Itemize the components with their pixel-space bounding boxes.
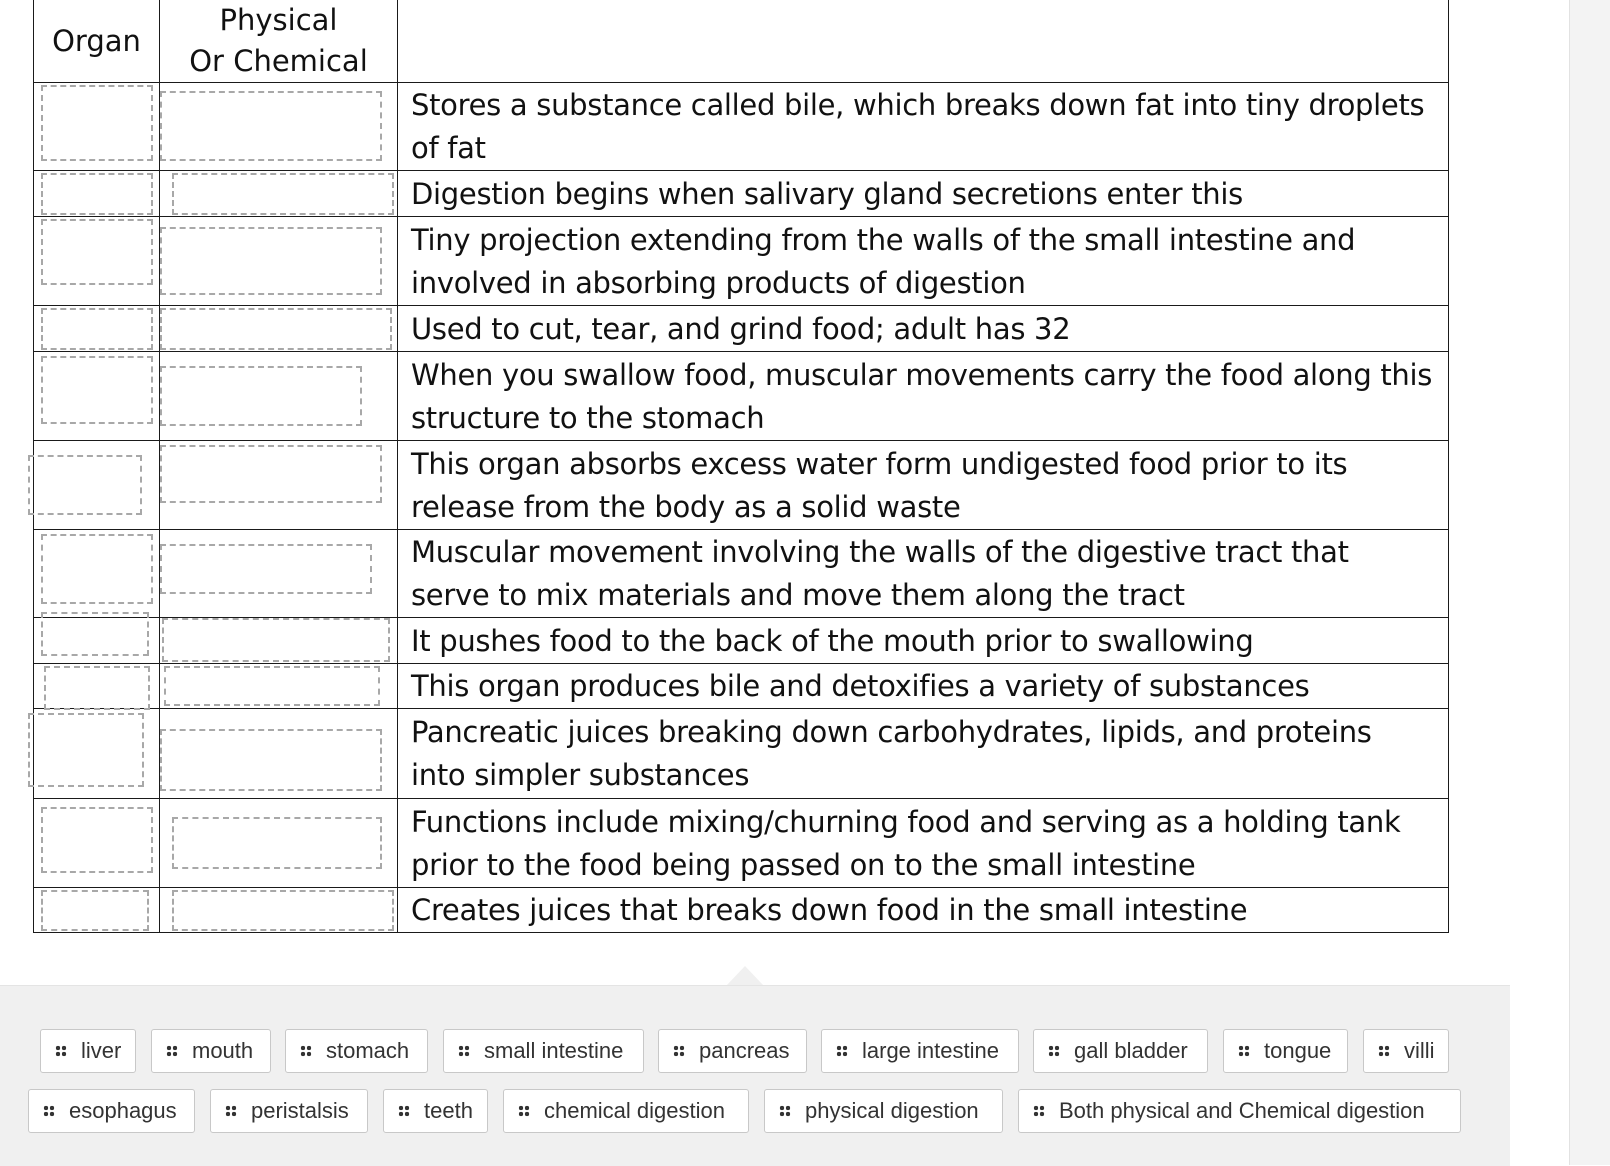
type-cell [160,888,398,933]
bank-pointer-arrow [726,966,764,986]
drag-chip-villi[interactable] [1363,1029,1449,1073]
organ-cell [34,888,160,933]
organ-drop-zone[interactable] [28,713,144,787]
type-drop-zone[interactable] [162,618,390,662]
chip-label: stomach [326,1038,410,1063]
table-row [34,83,1449,171]
drag-chip-tongue[interactable] [1223,1029,1348,1073]
organ-drop-zone[interactable] [41,308,153,350]
table-row [34,799,1449,888]
table-row [34,352,1449,441]
organ-drop-zone[interactable] [28,455,142,515]
organ-cell [34,306,160,352]
chip-label: Both physical and Chemical digestion [1059,1098,1425,1123]
digestion-worksheet-table [33,0,1449,933]
header-physical-line2: Or Chemical [189,44,368,78]
drag-handle-icon [1048,1045,1060,1057]
chip-label: pancreas [699,1038,790,1063]
chip-label: small intestine [484,1038,624,1063]
chip-label: chemical digestion [544,1098,725,1123]
drag-chip-pancreas[interactable] [658,1029,807,1073]
type-cell [160,171,398,217]
drag-handle-icon [225,1105,237,1117]
drag-handle-icon [673,1045,685,1057]
type-drop-zone[interactable] [172,817,382,869]
drag-handle-icon [518,1105,530,1117]
type-drop-zone[interactable] [172,890,394,931]
type-cell [160,664,398,709]
organ-cell [34,799,160,888]
organ-cell [34,664,160,709]
organ-drop-zone[interactable] [41,356,153,424]
row-description: Digestion begins when salivary gland secretions enter this [398,171,1449,217]
chip-label: liver [81,1038,122,1063]
drag-chip-physical-digestion[interactable] [764,1089,1003,1133]
organ-drop-zone[interactable] [44,666,150,710]
table-row [34,441,1449,530]
drag-handle-icon [1238,1045,1250,1057]
drag-chip-peristalsis[interactable] [210,1089,368,1133]
chip-label: teeth [424,1098,473,1123]
header-physical-line1: Physical [219,3,338,37]
drag-chip-both-physical-and-chemical-digestion[interactable] [1018,1089,1461,1133]
drag-handle-icon [43,1105,55,1117]
type-drop-zone[interactable] [160,91,382,161]
type-drop-zone[interactable] [172,173,394,215]
scrollbar-gutter [1569,0,1610,1165]
organ-drop-zone[interactable] [41,612,149,656]
organ-drop-zone[interactable] [41,173,153,215]
type-cell [160,441,398,530]
organ-cell [34,530,160,618]
organ-cell [34,709,160,799]
drag-chip-small-intestine[interactable] [443,1029,644,1073]
type-drop-zone[interactable] [160,227,382,295]
chip-label: gall bladder [1074,1038,1188,1063]
row-description: Functions include mixing/churning food and serving as a holding tank prior to the food being passed on to the small intestine [398,799,1449,888]
organ-cell [34,618,160,664]
type-drop-zone[interactable] [160,308,392,350]
row-description: Creates juices that breaks down food in the small intestine [398,888,1449,933]
drag-handle-icon [1033,1105,1045,1117]
organ-drop-zone[interactable] [41,534,153,604]
row-description: Used to cut, tear, and grind food; adult has 32 [398,306,1449,352]
table-row [34,664,1449,709]
drag-handle-icon [398,1105,410,1117]
drag-chip-liver[interactable] [40,1029,136,1073]
row-description: Pancreatic juices breaking down carbohydrates, lipids, and proteins into simpler substances [398,709,1449,799]
drag-handle-icon [166,1045,178,1057]
type-drop-zone[interactable] [160,445,382,503]
drag-handle-icon [458,1045,470,1057]
drag-chip-stomach[interactable] [285,1029,428,1073]
type-cell [160,217,398,306]
organ-drop-zone[interactable] [41,807,153,873]
answer-bank [0,985,1510,1166]
row-description: When you swallow food, muscular movements carry the food along this structure to the stomach [398,352,1449,441]
organ-drop-zone[interactable] [41,85,153,161]
chip-label: tongue [1264,1038,1332,1063]
type-cell [160,799,398,888]
row-description: This organ produces bile and detoxifies a variety of substances [398,664,1449,709]
organ-drop-zone[interactable] [41,890,149,931]
drag-handle-icon [836,1045,848,1057]
drag-chip-large-intestine[interactable] [821,1029,1019,1073]
type-drop-zone[interactable] [160,729,382,791]
drag-chip-gall-bladder[interactable] [1033,1029,1208,1073]
drag-handle-icon [55,1045,67,1057]
row-description: Tiny projection extending from the walls of the small intestine and involved in absorbing products of digestion [398,217,1449,306]
table-row [34,709,1449,799]
row-description: This organ absorbs excess water form undigested food prior to its release from the body as a solid waste [398,441,1449,530]
organ-cell [34,171,160,217]
row-description: Muscular movement involving the walls of the digestive tract that serve to mix materials and move them along the tract [398,530,1449,618]
table-row [34,306,1449,352]
table-row [34,888,1449,933]
organ-cell [34,83,160,171]
type-cell [160,352,398,441]
organ-cell [34,352,160,441]
drag-chip-chemical-digestion[interactable] [503,1089,749,1133]
drag-chip-esophagus[interactable] [28,1089,195,1133]
chip-label: peristalsis [251,1098,349,1123]
type-drop-zone[interactable] [160,366,362,426]
chip-label: mouth [192,1038,254,1063]
chip-label: large intestine [862,1038,999,1063]
header-physical-or-chemical [160,0,398,83]
type-cell [160,709,398,799]
type-cell [160,83,398,171]
header-row [34,0,1449,83]
organ-drop-zone[interactable] [41,219,153,285]
drag-handle-icon [1378,1045,1390,1057]
row-description: It pushes food to the back of the mouth prior to swallowing [398,618,1449,664]
organ-cell [34,217,160,306]
drag-chip-teeth[interactable] [383,1089,488,1133]
chip-label: villi [1404,1038,1435,1063]
table-row [34,171,1449,217]
drag-chip-mouth[interactable] [151,1029,271,1073]
chip-label: physical digestion [805,1098,979,1123]
table-row [34,530,1449,618]
table-row [34,618,1449,664]
type-drop-zone[interactable] [160,544,372,594]
drag-handle-icon [300,1045,312,1057]
header-organ: Organ [34,0,160,83]
row-description: Stores a substance called bile, which breaks down fat into tiny droplets of fat [398,83,1449,171]
type-cell [160,618,398,664]
header-description [398,0,1449,83]
organ-cell [34,441,160,530]
type-cell [160,530,398,618]
table-row [34,217,1449,306]
type-drop-zone[interactable] [164,666,380,706]
chip-label: esophagus [69,1098,177,1123]
type-cell [160,306,398,352]
drag-handle-icon [779,1105,791,1117]
